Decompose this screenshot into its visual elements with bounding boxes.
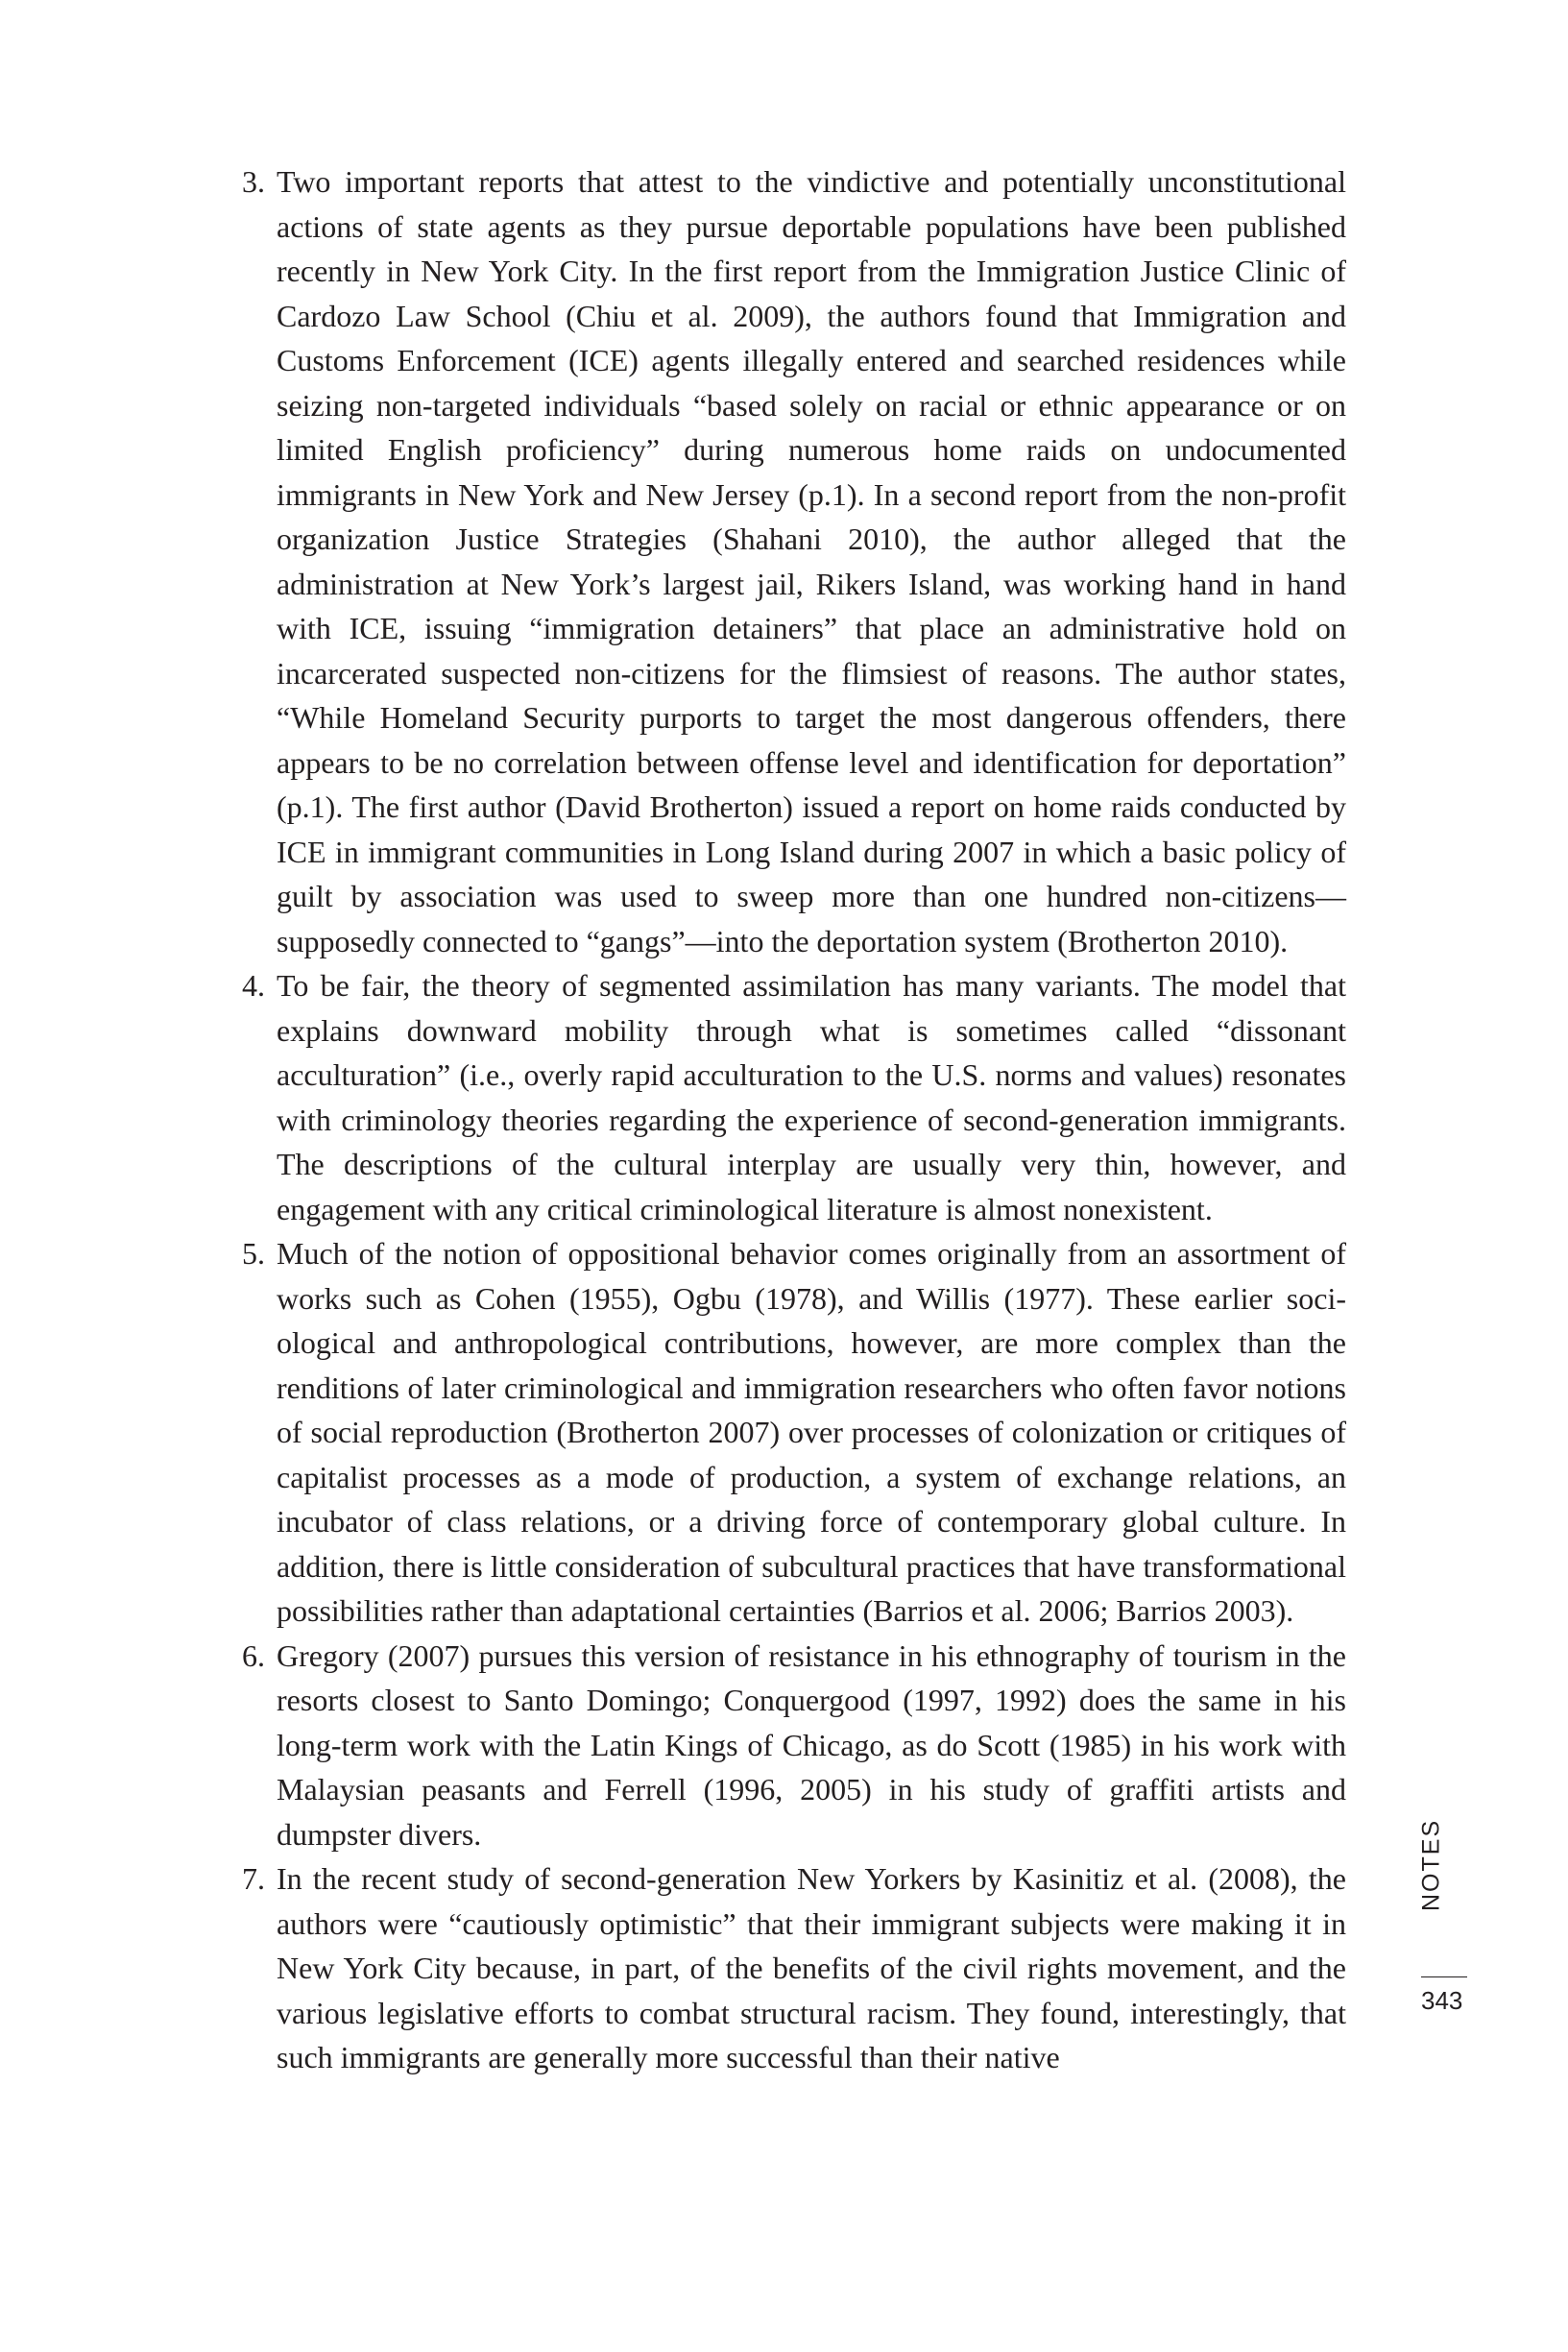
note-number: 3.	[242, 164, 265, 199]
endnote-6	[242, 1634, 1346, 1857]
note-text: Gregory (2007) pursues this version of resistance in his ethnography of tourism in the resorts closest to Santo Domingo; Conquergood (1997, 1992) does the same in his long-term work with the Latin Kings of Chicago, as do Scott (1985) in his work with Malaysian peasants and Ferrell (1996, 2005) in his study of graffiti artists and dumpster divers.	[277, 1637, 1346, 1852]
folio-divider	[1421, 1976, 1467, 1977]
note-text: To be fair, the theory of segmented assimilation has many variants. The model that explains downward mobility through what is sometimes called “dissonant acculturation” (i.e., overly rapid acculturation to the U.S. norms and values) resonates with criminology theories regarding the experience of second-generation immigrants. The descriptions of the cultural interplay are usually very thin, however, and engagement with any critical criminological literature is almost nonexistent.	[277, 968, 1346, 1226]
endnotes-list	[242, 159, 1346, 2080]
running-head: NOTES	[1417, 1818, 1445, 1912]
note-number: 5.	[242, 1236, 265, 1271]
endnote-5	[242, 1231, 1346, 1634]
note-number: 4.	[242, 968, 265, 1003]
note-text: Much of the notion of oppositional behavior comes originally from an assortment of works such as Cohen (1955), Ogbu (1978), and Willis (1977). These earlier sociological and anthropological contributions, however, are more complex than the renditions of later criminological and immigration researchers who often favor notions of social reproduction (Brotherton 2007) over processes of colonization or critiques of capitalist processes as a mode of production, a system of exchange relations, an incubator of class relations, or a driving force of contemporary global culture. In addition, there is little consideration of subcultural practices that have transformational possibilities rather than adaptational certainties (Barrios et al. 2006; Barrios 2003).	[277, 1236, 1346, 1628]
endnote-7	[242, 1856, 1346, 2080]
note-text: In the recent study of second-generation New Yorkers by Kasinitiz et al. (2008), the authors were “cautiously optimistic” that their immigrant subjects were making it in New York City because, in part, of the benefits of the civil rights movement, and the various legislative efforts to combat structural racism. They found, interestingly, that such immigrants are generally more successful than their native	[277, 1861, 1346, 2074]
page-number: 343	[1421, 1986, 1463, 2015]
endnote-4	[242, 963, 1346, 1231]
note-text: Two important reports that attest to the vindictive and potentially unconstitutional actions of state agents as they pursue deportable populations have been published recently in New York City. In the first report from the Immigration Justice Clinic of Cardozo Law School (Chiu et al. 2009), the authors found that Immigration and Customs Enforcement (ICE) agents illegally entered and searched residences while seizing non-targeted individuals “based solely on racial or ethnic appearance or on limited English proficiency” during numerous home raids on undocumented immigrants in New York and New Jersey (p.1). In a second report from the non-profit organization Justice Strategies (Shahani 2010), the author alleged that the administration at New York’s largest jail, Rikers Island, was working hand in hand with ICE, issuing “immigration detainers” that place an administrative hold on incarcerated suspected non-citizens for the flimsiest of reasons. The author states, “While Homeland Security purports to target the most dangerous offenders, there appears to be no correlation between offense level and identification for deportation” (p.1). The first author (David Brotherton) issued a report on home raids conducted by ICE in immigrant communities in Long Island during 2007 in which a basic policy of guilt by association was used to sweep more than one hundred non-citizens—supposedly connected to “gangs”—into the deportation system (Brotherton 2010).	[277, 164, 1346, 958]
note-number: 7.	[242, 1861, 265, 1896]
endnote-3	[242, 159, 1346, 963]
note-number: 6.	[242, 1637, 265, 1673]
